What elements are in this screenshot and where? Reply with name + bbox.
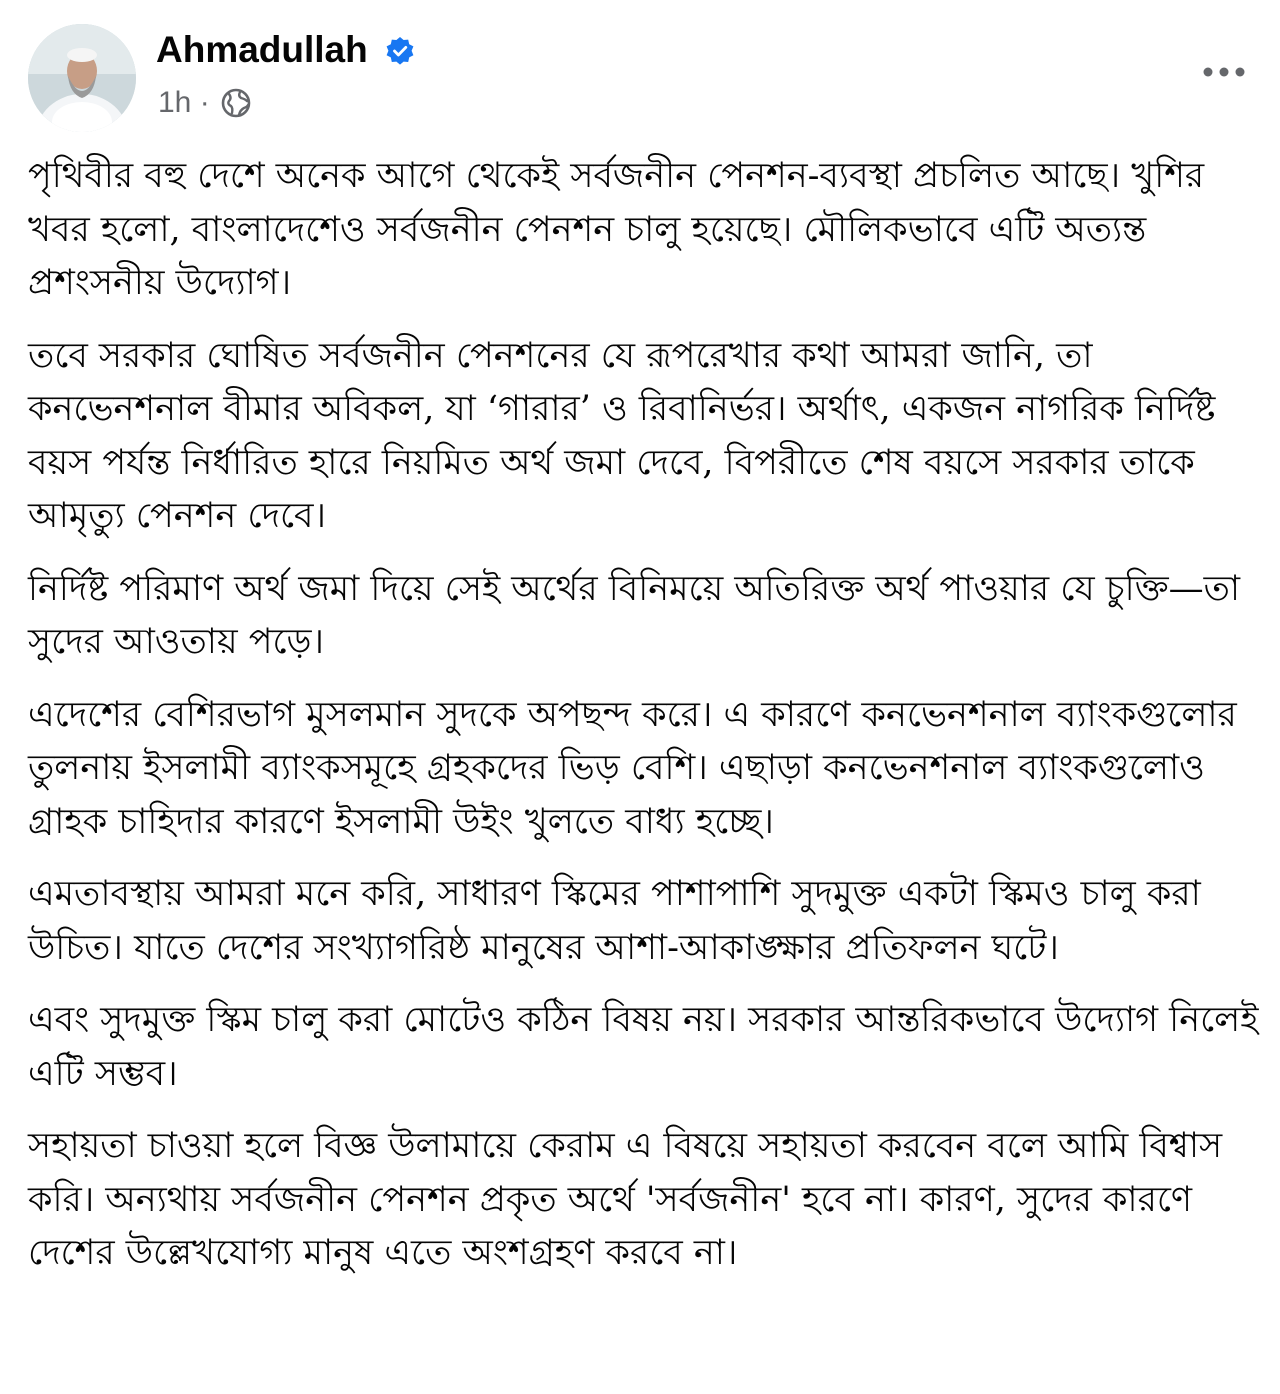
- post-paragraph: এমতাবস্থায় আমরা মনে করি, সাধারণ স্কিমের পাশাপাশি সুদমুক্ত একটা স্কিমও চালু করা উচিত। যাতে দেশের সংখ্যাগরিষ্ঠ মানুষের আশা-আকাঙ্ক্ষার প্রতিফলন ঘটে।: [28, 874, 1201, 968]
- post-paragraph: নির্দিষ্ট পরিমাণ অর্থ জমা দিয়ে সেই অর্থের বিনিময়ে অতিরিক্ত অর্থ পাওয়ার যে চুক্তি—তা সুদের আওতায় পড়ে।: [28, 568, 1241, 662]
- post-paragraph: তবে সরকার ঘোষিত সর্বজনীন পেনশনের যে রূপরেখার কথা আমরা জানি, তা কনভেনশনাল বীমার অবিকল, যা ‘গারার’ ও রিবানির্ভর। অর্থাৎ, একজন নাগরিক নির্দিষ্ট বয়স পর্যন্ত নির্ধারিত হারে নিয়মিত অর্থ জমা দেবে, বিপরীতে শেষ বয়সে সরকার তাকে আমৃত্যু পেনশন দেবে।: [28, 335, 1216, 536]
- post-meta: [158, 82, 252, 122]
- post-paragraph: এদেশের বেশিরভাগ মুসলমান সুদকে অপছন্দ করে। এ কারণে কনভেনশনাল ব্যাংকগুলোর তুলনায় ইসলামী ব্যাংকসমূহে গ্রহকদের ভিড় বেশি। এছাড়া কনভেনশনাল ব্যাংকগুলোও গ্রাহক চাহিদার কারণে ইসলামী উইং খুলতে বাধ্য হচ্ছে।: [28, 694, 1237, 842]
- post-timestamp[interactable]: 1h: [158, 86, 192, 120]
- post-body: [28, 150, 1264, 1300]
- post-paragraph: সহায়তা চাওয়া হলে বিজ্ঞ উলামায়ে কেরাম এ বিষয়ে সহায়তা করবেন বলে আমি বিশ্বাস করি। অন্যথায় সর্বজনীন পেনশন প্রকৃত অর্থে 'সর্বজনীন' হবে না। কারণ, সুদের কারণে দেশের উল্লেখযোগ্য মানুষ এতে অংশগ্রহণ করবে না।: [28, 1126, 1223, 1273]
- post-paragraph: এবং সুদমুক্ত স্কিম চালু করা মোটেও কঠিন বিষয় নয়। সরকার আন্তরিকভাবে উদ্যোগ নিলেই এটি সম্ভব।: [28, 1000, 1259, 1094]
- globe-icon[interactable]: [220, 87, 252, 119]
- post-paragraph: পৃথিবীর বহু দেশে অনেক আগে থেকেই সর্বজনীন পেনশন-ব্যবস্থা প্রচলিত আছে। খুশির খবর হলো, বাংলাদেশেও সর্বজনীন পেনশন চালু হয়েছে। মৌলিকভাবে এটি অত্যন্ত প্রশংসনীয় উদ্যোগ।: [28, 156, 1205, 303]
- verified-badge-icon: [385, 36, 415, 66]
- post-header: [28, 24, 1258, 134]
- profile-photo: [28, 24, 136, 132]
- meta-separator: ·: [199, 86, 210, 120]
- avatar[interactable]: [28, 24, 136, 132]
- author-name[interactable]: Ahmadullah: [156, 29, 368, 70]
- more-options-icon[interactable]: [1196, 54, 1252, 90]
